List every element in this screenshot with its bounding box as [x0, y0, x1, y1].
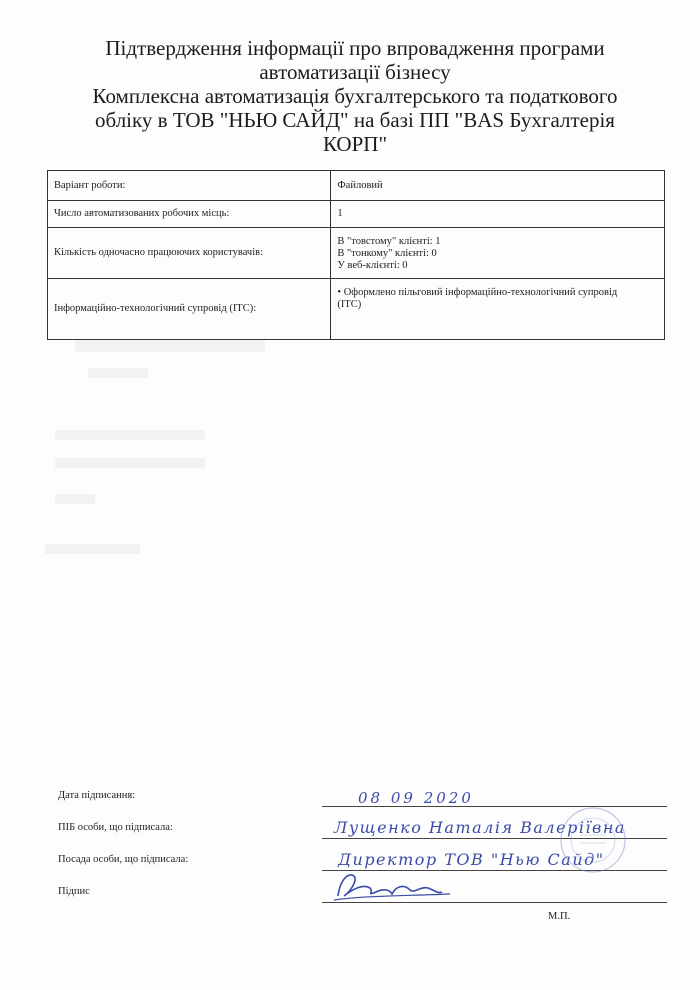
- bleed-through-mark: [45, 544, 140, 554]
- bleed-through-mark: [55, 458, 205, 468]
- handwritten-position: Директор ТОВ "Нью Сайд": [338, 850, 605, 869]
- row-label: Варіант роботи:: [48, 171, 331, 201]
- handwritten-date: 08 09 2020: [358, 789, 474, 807]
- value-line: У веб-клієнті: 0: [337, 260, 408, 271]
- table-row: [48, 171, 665, 201]
- bleed-through-mark: [55, 494, 95, 504]
- value-line: В "тонкому" клієнті: 0: [337, 248, 437, 259]
- row-value: [331, 171, 665, 201]
- name-label: ПІБ особи, що підписала:: [58, 822, 173, 833]
- value-line: Файловий: [337, 179, 383, 191]
- title-line: обліку в ТОВ "НЬЮ САЙД" на базі ПП "BAS Бухгалтерія: [95, 108, 615, 132]
- handwritten-name: Лущенко Наталія Валеріївна: [334, 818, 626, 837]
- document-title: [50, 36, 660, 156]
- row-value: [331, 201, 665, 228]
- company-stamp-icon: [558, 805, 628, 875]
- info-table: [47, 170, 665, 340]
- title-line: КОРП": [322, 132, 388, 156]
- bleed-through-mark: [88, 368, 148, 378]
- row-label: Інформаційно-технологічний супровід (ІТС):: [48, 279, 331, 340]
- sign-label: Підпис: [58, 886, 90, 897]
- row-label: Число автоматизованих робочих місць:: [48, 201, 331, 228]
- value-line: (ІТС): [337, 299, 362, 310]
- table-row: [48, 228, 665, 279]
- bleed-through-mark: [55, 430, 205, 440]
- value-line: В "товстому" клієнті: 1: [337, 236, 441, 247]
- position-label: Посада особи, що підписала:: [58, 854, 189, 865]
- stamp-mark-label: М.П.: [548, 911, 571, 922]
- value-line: 1: [337, 208, 343, 219]
- row-label: Кількість одночасно працюючих користувачів:: [48, 228, 331, 279]
- title-line: Комплексна автоматизація бухгалтерського та податкового: [92, 84, 618, 108]
- date-label: Дата підписання:: [58, 790, 136, 801]
- value-line: • Оформлено пільговий інформаційно-технологічний супровід: [337, 287, 618, 298]
- bleed-through-mark: [75, 340, 265, 352]
- table-row: [48, 279, 665, 340]
- table-row: [48, 201, 665, 228]
- handwritten-signature-icon: [330, 866, 460, 906]
- title-line: Підтвердження інформації про впровадження програми: [105, 36, 605, 60]
- title-line: автоматизації бізнесу: [259, 60, 451, 84]
- row-value: [331, 279, 665, 340]
- row-value: [331, 228, 665, 279]
